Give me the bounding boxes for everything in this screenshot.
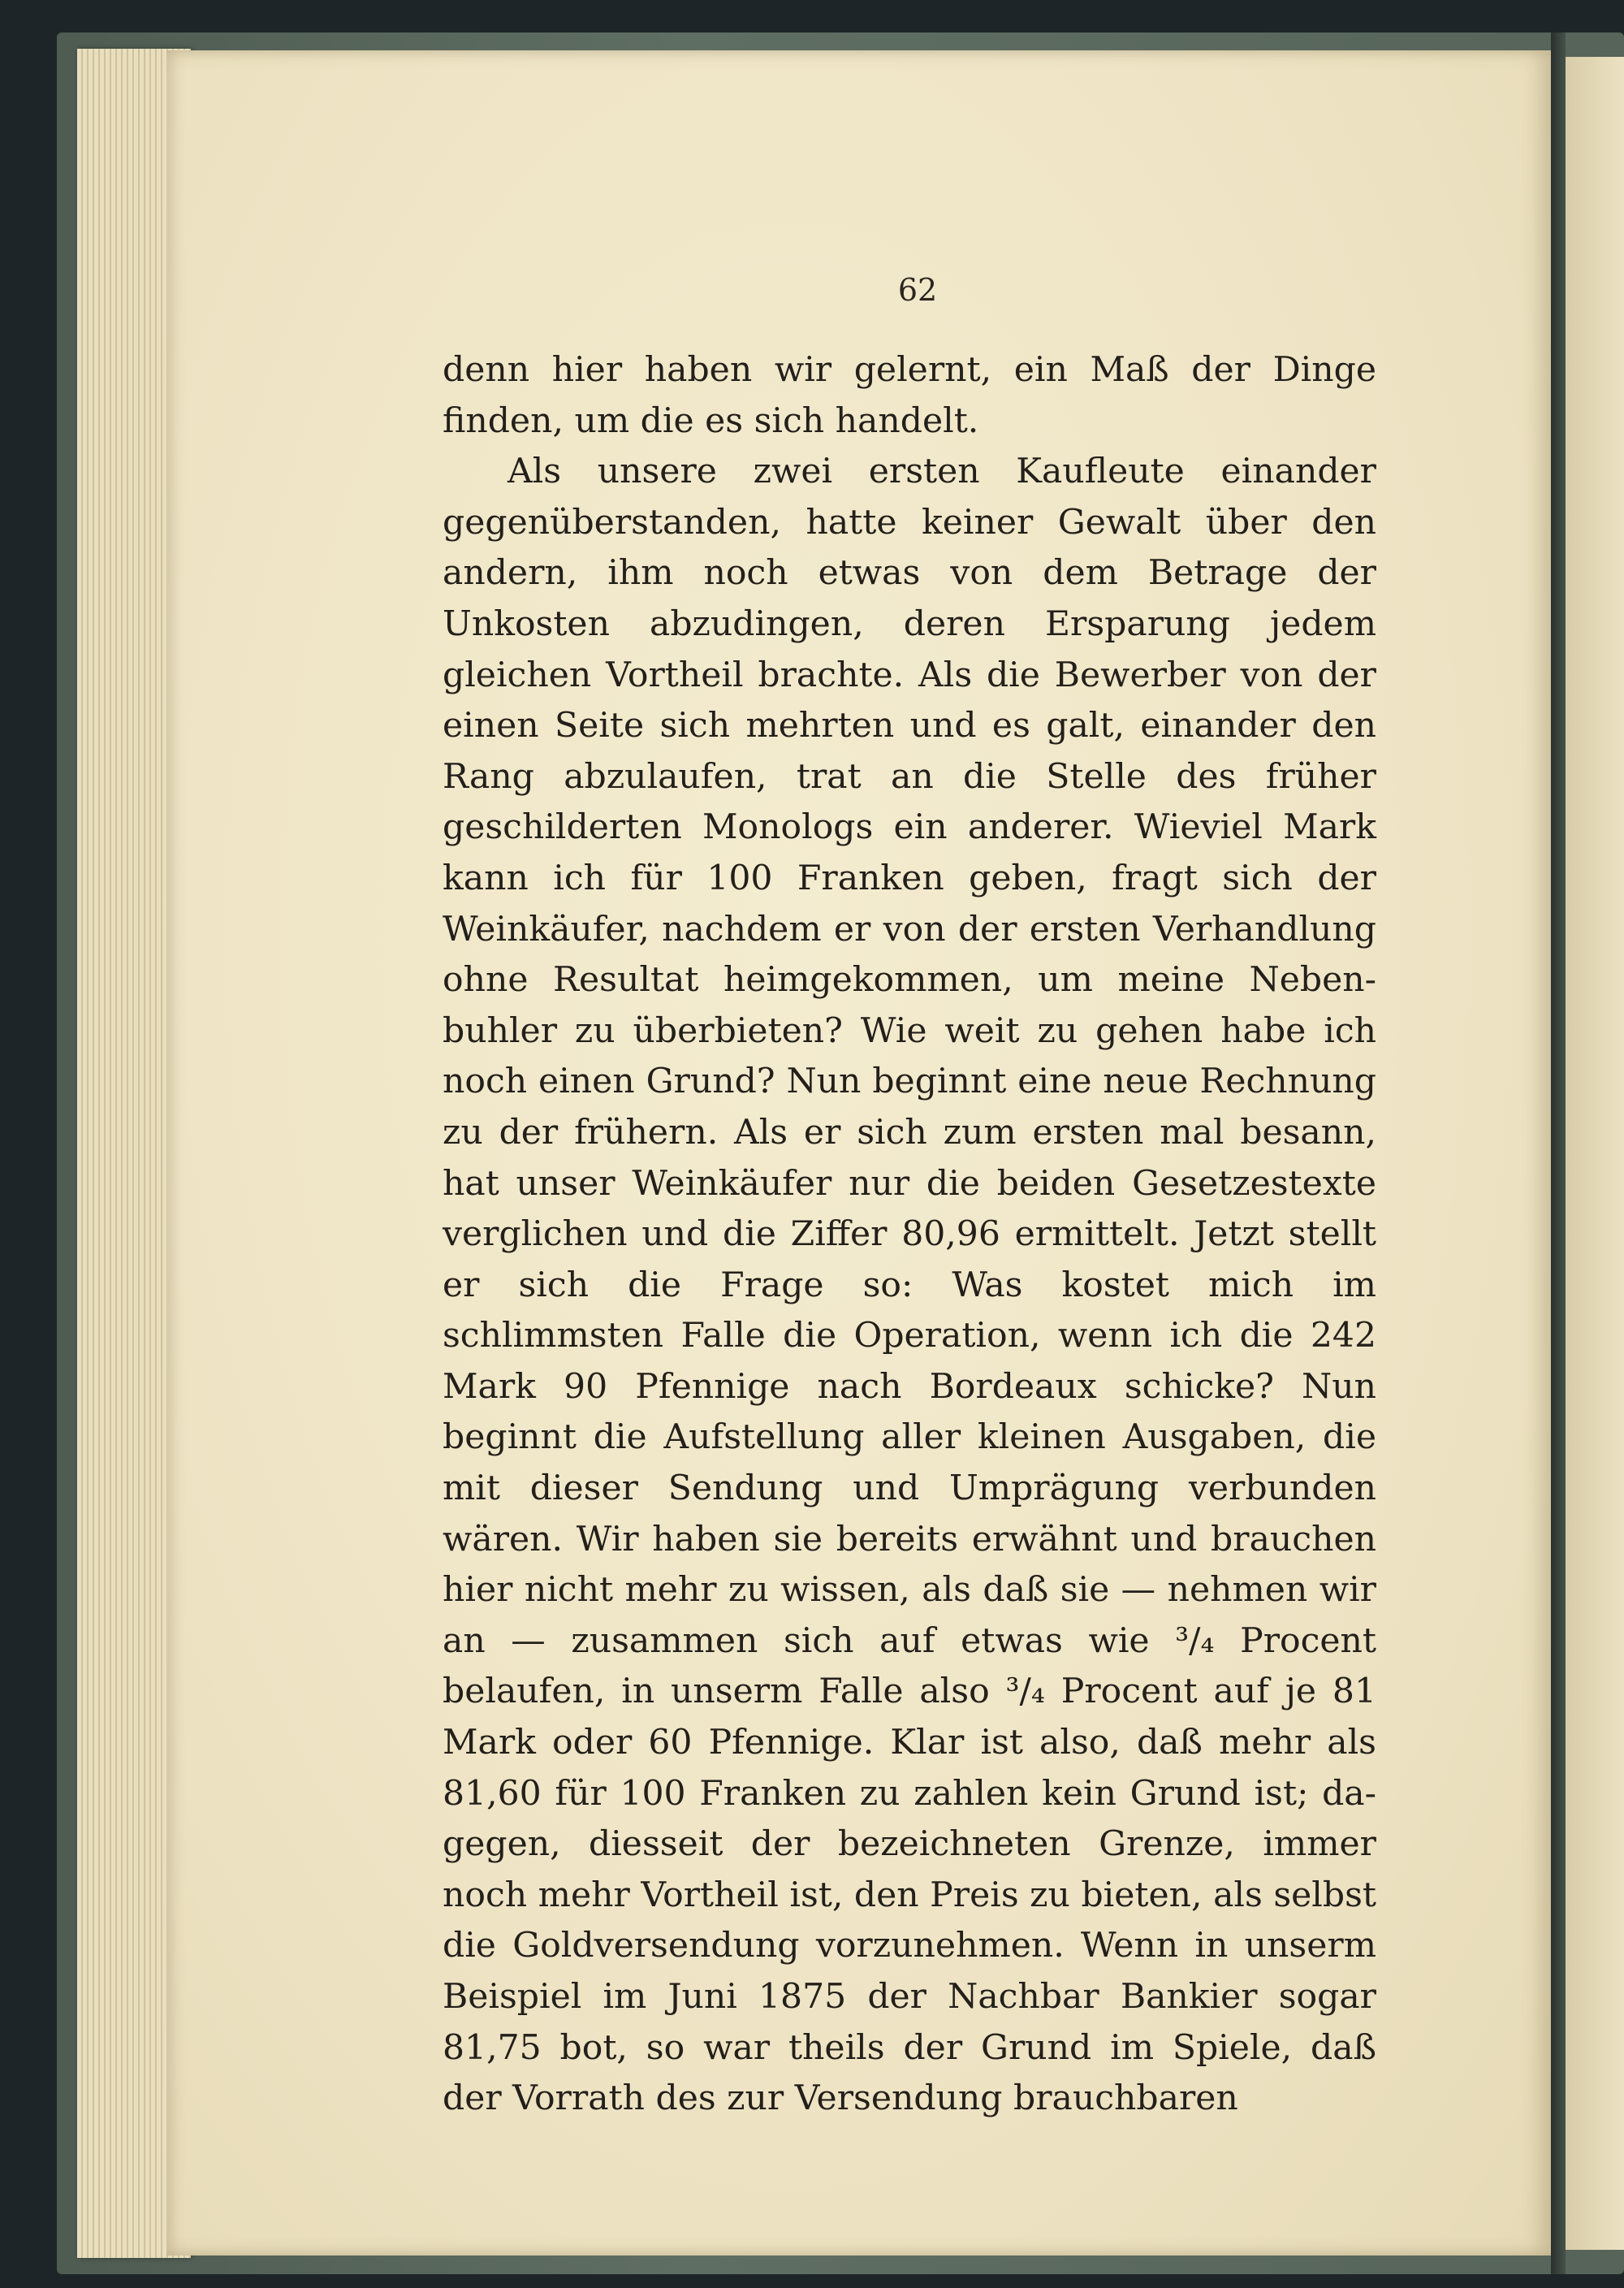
body-text xyxy=(443,345,1376,2119)
facing-page-edge xyxy=(1566,57,1624,2250)
paragraph-1: denn hier haben wir gelernt, ein Maß der Dinge finden, um die es sich handelt. xyxy=(443,350,1376,441)
paragraph-2: Als unsere zwei ersten Kaufleute einander gegenüberstanden, hatte keiner Gewalt über den andern, ihm noch etwas von dem Betrage der Unkosten abzudingen, deren Ersparung jedem gleichen Vortheil brachte. Als die Bewerber von der einen Seite sich mehrten und es galt, einander den Rang abzulaufen, trat an die Stelle des früher geschilderten Monologs ein anderer. Wieviel Mark kann ich für 100 Franken geben, fragt sich der Weinkäufer, nachdem er von der ersten Verhandlung ohne Resultat heimgekommen, um meine Nebenbuhler zu überbieten? Wie weit zu gehen habe ich noch einen Grund? Nun beginnt eine neue Rechnung zu der frühern. Als er sich zum ersten mal besann, hat unser Weinkäufer nur die beiden Gesetzestexte verglichen und die Ziffer 80,96 ermittelt. Jetzt stellt er sich die Frage so: Was kostet mich im schlimmsten Falle die Operation, wenn ich die 242 Mark 90 Pfennige nach Bordeaux schicke? Nun beginnt die Aufstellung aller kleinen Ausgaben, die mit dieser Sendung und Umprägung verbunden wären. Wir haben sie bereits erwähnt und brauchen hier nicht mehr zu wissen, als daß sie — nehmen wir an — zusammen sich auf etwas wie ³/₄ Procent belaufen, in unserm Falle also ³/₄ Procent auf je 81 Mark oder 60 Pfennige. Klar ist also, daß mehr als 81,60 für 100 Franken zu zahlen kein Grund ist; dagegen, diesseit der bezeichneten Grenze, immer noch mehr Vortheil ist, den Preis zu bieten, als selbst die Goldversendung vorzunehmen. Wenn in unserm Beispiel im Juni 1875 der Nachbar Bankier sogar 81,75 bot, so war theils der Grund im Spiele, daß der Vorrath des zur Versendung brauchbaren xyxy=(443,452,1376,2119)
page-number: 62 xyxy=(897,272,938,308)
book-spine xyxy=(1551,32,1566,2274)
